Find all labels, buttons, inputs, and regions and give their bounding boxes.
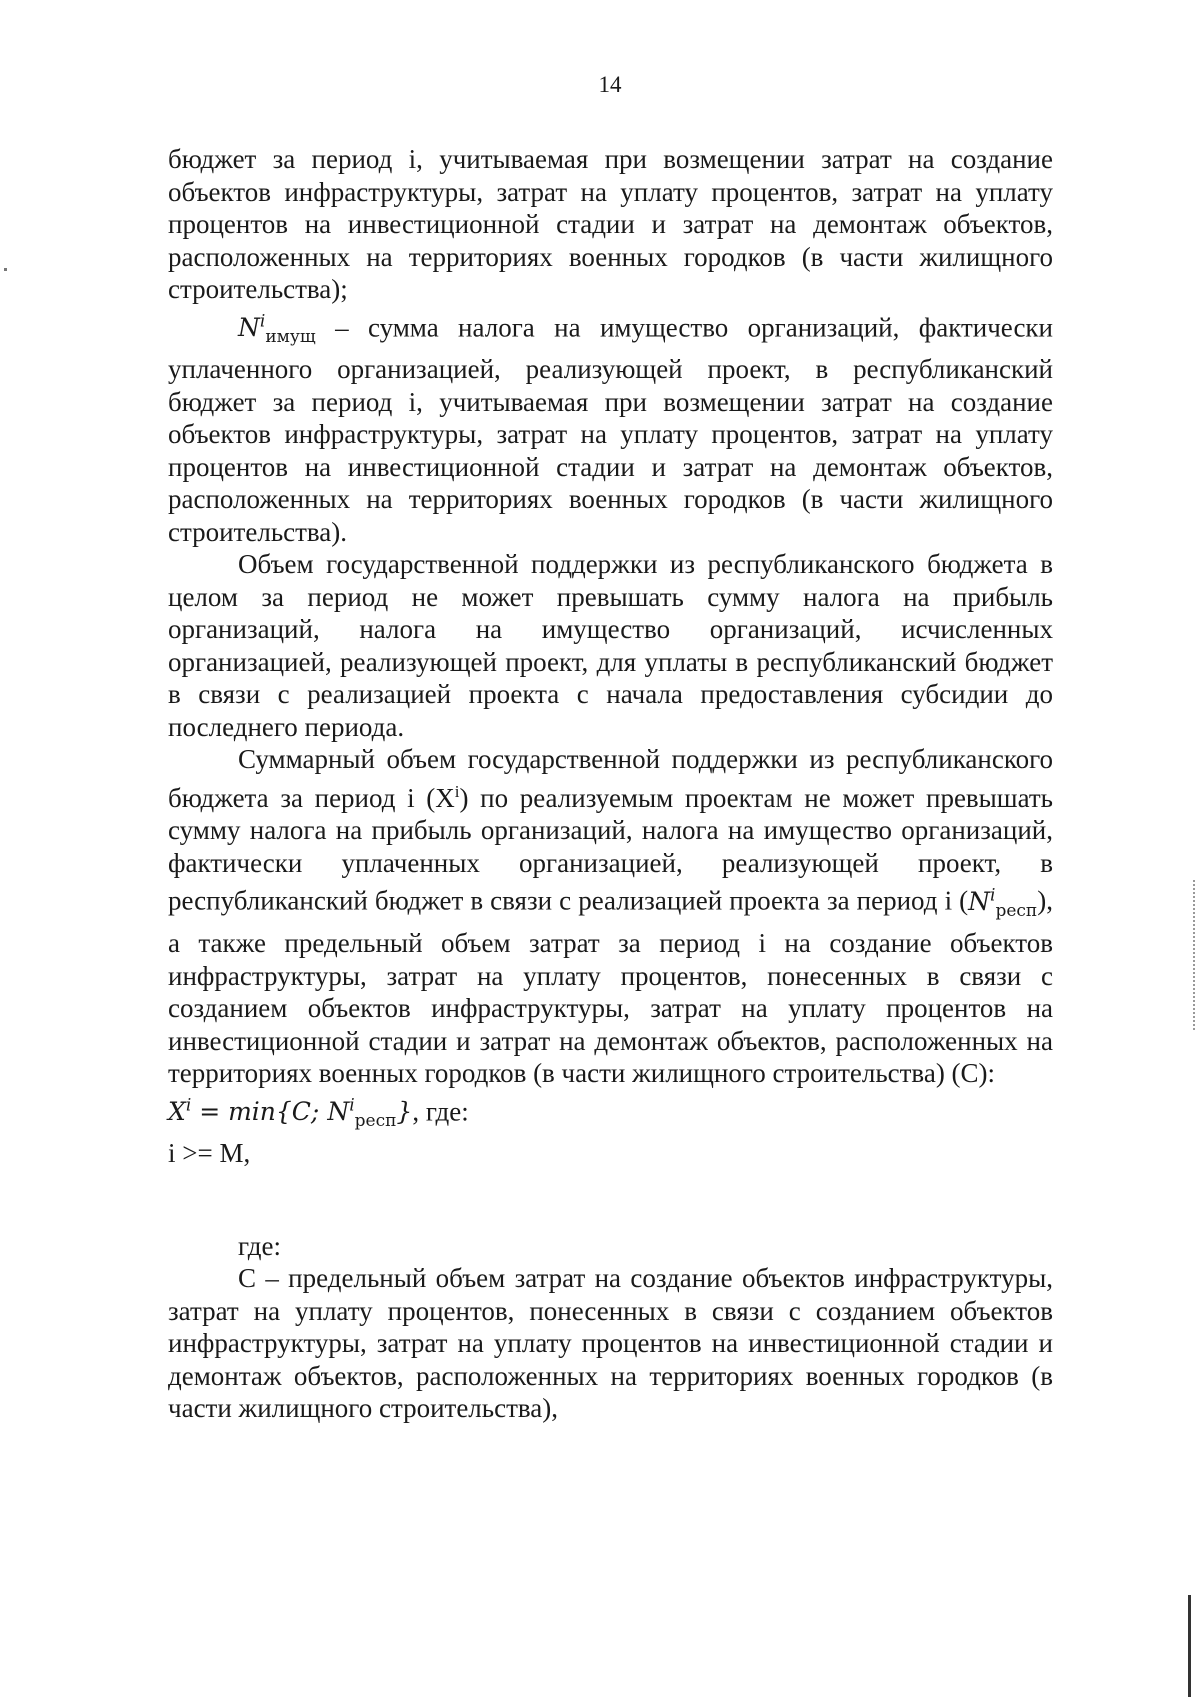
paragraph-definition-c: C – предельный объем затрат на создание объектов инфраструктуры, затрат на уплату процентов, понесенных в связи с созданием объектов инфраструктуры, затрат на уплату процентов на инвестиционной стадии и демонтаж объектов, расположенных на территориях военных городков (в части жилищного строительства), — [168, 1263, 1053, 1424]
paragraph-state-support: Объем государственной поддержки из республиканского бюджета в целом за период не может превышать сумму налога на прибыль организаций, налога на имущество организаций, исчисленных организацией, реализующей проект, для уплаты в республиканский бюджет в связи с реализацией проекта с начала предоставления субсидии до последнего периода. — [168, 549, 1053, 742]
scan-artifact-margin-line — [1193, 880, 1197, 1030]
paragraph-continuation: бюджет за период i, учитываемая при возмещении затрат на создание объектов инфраструктуры, затрат на уплату процентов, затрат на уплату процентов на инвестиционной стадии и затрат на демонтаж объектов, расположенных на территориях военных городков (в части жилищного строительства); — [168, 144, 1053, 304]
paragraph-n-imush: $N^i_{имущ}$ – сумма налога на имущество организаций, фактически уплаченного организацией, реализующей проект, в республиканский бюджет за период i, учитываемая при возмещении затрат на создание объектов инфраструктуры, затрат на уплату процентов, затрат на уплату процентов на инвестиционной стадии и затрат на демонтаж объектов, расположенных на территориях военных городков (в части жилищного строительства). — [168, 311, 1053, 547]
page-number: 14 — [598, 72, 622, 97]
where-label: где: — [238, 1230, 281, 1261]
paragraph-total-support: Суммарный объем государственной поддержки из республиканского бюджета за период i $(X^i)$ по реализуемым проектам не может превышать сумму налога на прибыль организаций, налога на имущество организаций, фактически уплаченных организацией, реализующей проект, в республиканский бюджет в связи с реализацией проекта за период i $(N^i_{респ})$, а также предельный объем затрат за период i на создание объектов инфраструктуры, затрат на уплату процентов, понесенных в связи с созданием объектов инфраструктуры, затрат на уплату процентов на инвестиционной стадии и затрат на демонтаж объектов, расположенных на территориях военных городков (в части жилищного строительства) (C): — [168, 744, 1053, 1089]
math-n-imush: $N^i_{имущ}$ — [238, 311, 316, 347]
formula-main: $X^i = \min\{C$; $N^i_{респ}$}, где: — [168, 1095, 469, 1131]
formula-condition: i >= M, — [168, 1138, 251, 1169]
scan-artifact-dot — [4, 268, 7, 271]
math-n-resp: $N^i_{респ}$ — [968, 885, 1038, 921]
document-body — [168, 143, 1053, 1425]
scan-artifact-edge-line — [1188, 1595, 1191, 1697]
